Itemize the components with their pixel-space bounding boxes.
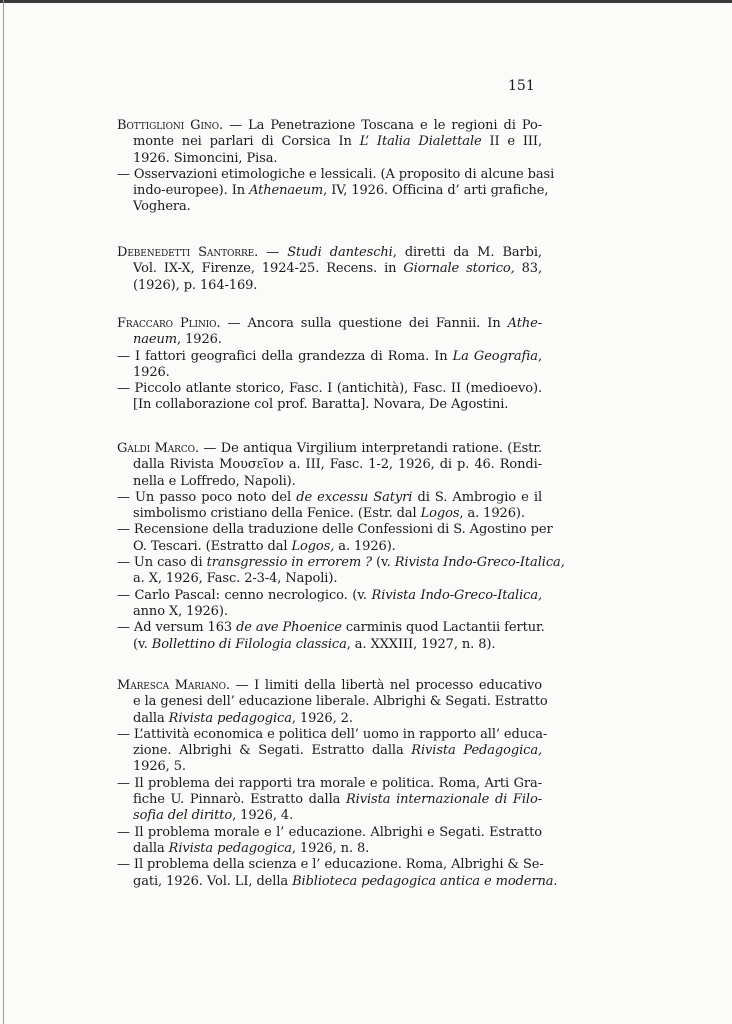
italic-title: sofia del diritto bbox=[133, 808, 233, 824]
italic-title: L’ Italia Dialettale bbox=[359, 134, 482, 150]
bibliography-item bbox=[117, 490, 542, 523]
text-segment: — Carlo Pascal: cenno necrologico. (v. bbox=[117, 587, 372, 603]
bibliography-item bbox=[117, 776, 542, 825]
italic-title: Bollettino di Filologia classica bbox=[151, 636, 347, 652]
text-line bbox=[117, 183, 549, 199]
text-line bbox=[117, 571, 542, 587]
text-segment: 1926, 5. bbox=[133, 759, 186, 775]
italic-title: Logos bbox=[420, 506, 460, 522]
text-segment: , 1926, 2. bbox=[291, 710, 353, 726]
text-segment: — Un caso di bbox=[117, 555, 207, 571]
bibliography-entry bbox=[117, 678, 558, 890]
text-line bbox=[117, 678, 542, 694]
text-segment: — Un passo poco noto del bbox=[117, 489, 297, 505]
text-line bbox=[117, 873, 558, 890]
text-line bbox=[117, 166, 555, 183]
text-line bbox=[117, 555, 565, 571]
bibliography-item bbox=[117, 620, 545, 653]
text-segment: zione. Albrighi & Segati. Estratto dalla bbox=[133, 743, 412, 759]
italic-title: Athe- bbox=[507, 316, 542, 331]
text-segment: nella e Loffredo, Napoli). bbox=[133, 473, 296, 489]
author-name: Debenedetti Santorre. bbox=[117, 245, 259, 260]
text-segment: , a. XXXIII, 1927, n. 8). bbox=[346, 636, 496, 652]
text-line bbox=[117, 349, 542, 365]
bibliography-item bbox=[117, 381, 542, 414]
text-segment: dalla bbox=[133, 840, 169, 856]
italic-title: naeum bbox=[133, 332, 178, 348]
text-segment: — De antiqua Virgilium interpretandi ratione. (Estr. bbox=[198, 441, 542, 456]
text-segment: O. Tescari. (Estratto dal bbox=[133, 538, 292, 554]
text-line bbox=[117, 441, 542, 457]
text-segment: dalla Rivista Μουσεῖον a. III, Fasc. 1-2, 1926, di p. 46. Rondi- bbox=[133, 457, 542, 473]
text-segment: 1926. bbox=[133, 364, 170, 380]
italic-title: Rivista pedagogica bbox=[168, 840, 292, 856]
italic-title: Biblioteca pedagogica antica e moderna bbox=[292, 873, 554, 889]
scan-top-edge bbox=[0, 0, 732, 3]
bibliography-item bbox=[117, 349, 542, 382]
text-segment: — Ad versum 163 bbox=[117, 620, 237, 636]
scan-left-edge bbox=[3, 0, 4, 1024]
bibliography-item bbox=[117, 245, 542, 294]
text-line bbox=[117, 637, 542, 653]
text-line bbox=[117, 539, 542, 555]
text-segment: Voghera. bbox=[133, 199, 191, 215]
text-segment: , 1926, n. 8. bbox=[291, 840, 370, 856]
text-line bbox=[117, 841, 542, 857]
text-line bbox=[117, 726, 548, 743]
text-segment: fiche U. Pinnarò. Estratto dalla bbox=[133, 792, 346, 808]
author-name: Maresca Mariano. bbox=[117, 678, 230, 693]
bibliography-item bbox=[117, 588, 542, 621]
text-line bbox=[117, 776, 542, 792]
text-segment: — Osservazioni etimologiche e lessicali. (A proposito di alcune basi bbox=[117, 166, 555, 182]
bibliography-item bbox=[117, 678, 548, 727]
italic-title: de ave Phoenice bbox=[236, 620, 342, 636]
bibliography-entry bbox=[117, 245, 542, 294]
text-segment: (v. bbox=[371, 555, 395, 571]
text-line bbox=[117, 151, 542, 167]
italic-title: Rivista internazionale di Filo- bbox=[345, 792, 542, 808]
text-segment: — Il problema della scienza e l’ educazione. Roma, Albrighi & Se- bbox=[117, 857, 544, 873]
bibliography-item bbox=[117, 555, 565, 588]
text-line bbox=[117, 490, 542, 506]
bibliography-item bbox=[117, 522, 553, 555]
bibliography-item bbox=[117, 118, 542, 167]
italic-title: Rivista Pedagogica, bbox=[411, 743, 543, 759]
text-line bbox=[117, 365, 542, 381]
text-line bbox=[117, 522, 553, 538]
text-line bbox=[117, 604, 542, 620]
text-line bbox=[117, 278, 542, 294]
italic-title: Logos, bbox=[291, 538, 335, 554]
text-segment: dalla bbox=[133, 710, 169, 726]
italic-title: Studi danteschi bbox=[287, 245, 393, 260]
text-line bbox=[117, 199, 542, 215]
text-segment: — Recensione della traduzione delle Confessioni di S. Agostino per bbox=[117, 522, 553, 538]
bibliography-item bbox=[117, 726, 548, 776]
text-segment: [In collaborazione col prof. Baratta]. Novara, De Agostini. bbox=[133, 397, 509, 413]
text-segment: — L’attività economica e politica dell’ uomo in rapporto all’ educa- bbox=[117, 726, 548, 742]
text-line bbox=[117, 857, 542, 873]
text-line bbox=[117, 743, 542, 759]
text-line bbox=[117, 245, 542, 261]
italic-title: Athenaeum bbox=[249, 183, 324, 199]
text-segment: — Piccolo atlante storico, Fasc. I (antichità), Fasc. II (medioevo). bbox=[117, 381, 542, 397]
text-line bbox=[117, 134, 542, 150]
bibliography-item bbox=[117, 825, 542, 858]
text-segment: (1926), p. 164-169. bbox=[133, 277, 258, 293]
text-segment: a. 1926). bbox=[334, 538, 396, 554]
text-segment: — Ancora sulla questione dei Fannii. In bbox=[220, 316, 508, 331]
text-line bbox=[117, 316, 542, 332]
text-segment: monte nei parlari di Corsica In bbox=[133, 134, 360, 150]
bibliography-item bbox=[117, 857, 558, 890]
text-segment: — bbox=[258, 245, 288, 260]
text-line bbox=[117, 711, 542, 727]
text-segment: — Il problema morale e l’ educazione. Albrighi e Segati. Estratto bbox=[117, 824, 542, 840]
text-line bbox=[117, 381, 542, 397]
author-name: Bottiglioni Gino. bbox=[117, 118, 224, 133]
text-line bbox=[117, 825, 542, 841]
text-segment: — Il problema dei rapporti tra morale e politica. Roma, Arti Gra- bbox=[117, 775, 542, 791]
text-line bbox=[117, 261, 542, 277]
text-line bbox=[117, 397, 542, 413]
text-segment: carminis quod Lactantii fertur. bbox=[341, 620, 545, 636]
text-segment: 1926. Simoncini, Pisa. bbox=[133, 150, 278, 166]
bibliography-item bbox=[117, 441, 542, 490]
text-segment: , 1926. bbox=[177, 332, 222, 348]
text-segment: a. X, 1926, Fasc. 2-3-4, Napoli). bbox=[133, 571, 338, 587]
text-line bbox=[117, 506, 542, 522]
text-line bbox=[117, 759, 542, 775]
italic-title: Rivista Indo-Greco-Italica, bbox=[394, 555, 565, 571]
text-segment: 83, bbox=[514, 261, 542, 277]
text-segment: , 1926, 4. bbox=[232, 808, 294, 824]
text-line bbox=[117, 457, 542, 473]
text-line bbox=[117, 332, 542, 348]
bibliography-entry bbox=[117, 316, 542, 414]
bibliography-entry bbox=[117, 118, 555, 216]
text-line bbox=[117, 792, 542, 808]
author-name: Galdi Marco. bbox=[117, 441, 199, 456]
italic-title: de excessu Satyri bbox=[296, 489, 413, 505]
text-segment: , diretti da M. Barbi, bbox=[392, 245, 542, 260]
text-line bbox=[117, 620, 545, 636]
bibliography-item bbox=[117, 166, 555, 216]
text-segment: II e III, bbox=[481, 134, 542, 150]
text-segment: — I fattori geografici della grandezza di Roma. In bbox=[117, 348, 453, 364]
text-segment: gati, 1926. Vol. LI, della bbox=[133, 873, 293, 889]
text-segment: indo-europee). In bbox=[133, 183, 250, 199]
italic-title: transgressio in errorem ? bbox=[206, 555, 372, 571]
text-segment: (v. bbox=[133, 636, 152, 652]
text-line bbox=[117, 694, 548, 710]
text-line bbox=[117, 588, 542, 604]
text-segment: anno X, 1926). bbox=[133, 603, 228, 619]
text-segment: , bbox=[537, 348, 542, 364]
text-line bbox=[117, 474, 542, 490]
text-segment: , IV, 1926. Officina d’ arti grafiche, bbox=[323, 183, 549, 199]
italic-title: Rivista pedagogica bbox=[168, 710, 292, 726]
text-line bbox=[117, 118, 542, 134]
text-segment: e la genesi dell’ educazione liberale. Albrighi & Segati. Estratto bbox=[133, 694, 548, 710]
bibliography-entry bbox=[117, 441, 565, 653]
italic-title: La Geografia bbox=[452, 348, 538, 364]
italic-title: Rivista Indo-Greco-Italica, bbox=[371, 587, 542, 603]
page-number: 151 bbox=[508, 78, 535, 94]
author-name: Fraccaro Plinio. bbox=[117, 316, 221, 331]
text-segment: Vol. IX-X, Firenze, 1924-25. Recens. in bbox=[133, 261, 404, 277]
text-segment: . bbox=[553, 873, 558, 889]
italic-title: Giornale storico, bbox=[403, 261, 515, 277]
text-segment: — I limiti della libertà nel processo educativo bbox=[229, 678, 542, 693]
text-line bbox=[117, 808, 542, 824]
text-segment: simbolismo cristiano della Fenice. (Estr. dal bbox=[133, 506, 421, 522]
bibliography-item bbox=[117, 316, 542, 349]
text-segment: di S. Ambrogio e il bbox=[412, 489, 543, 505]
text-segment: , a. 1926). bbox=[459, 506, 525, 522]
text-segment: — La Penetrazione Toscana e le regioni di Po- bbox=[223, 118, 543, 133]
